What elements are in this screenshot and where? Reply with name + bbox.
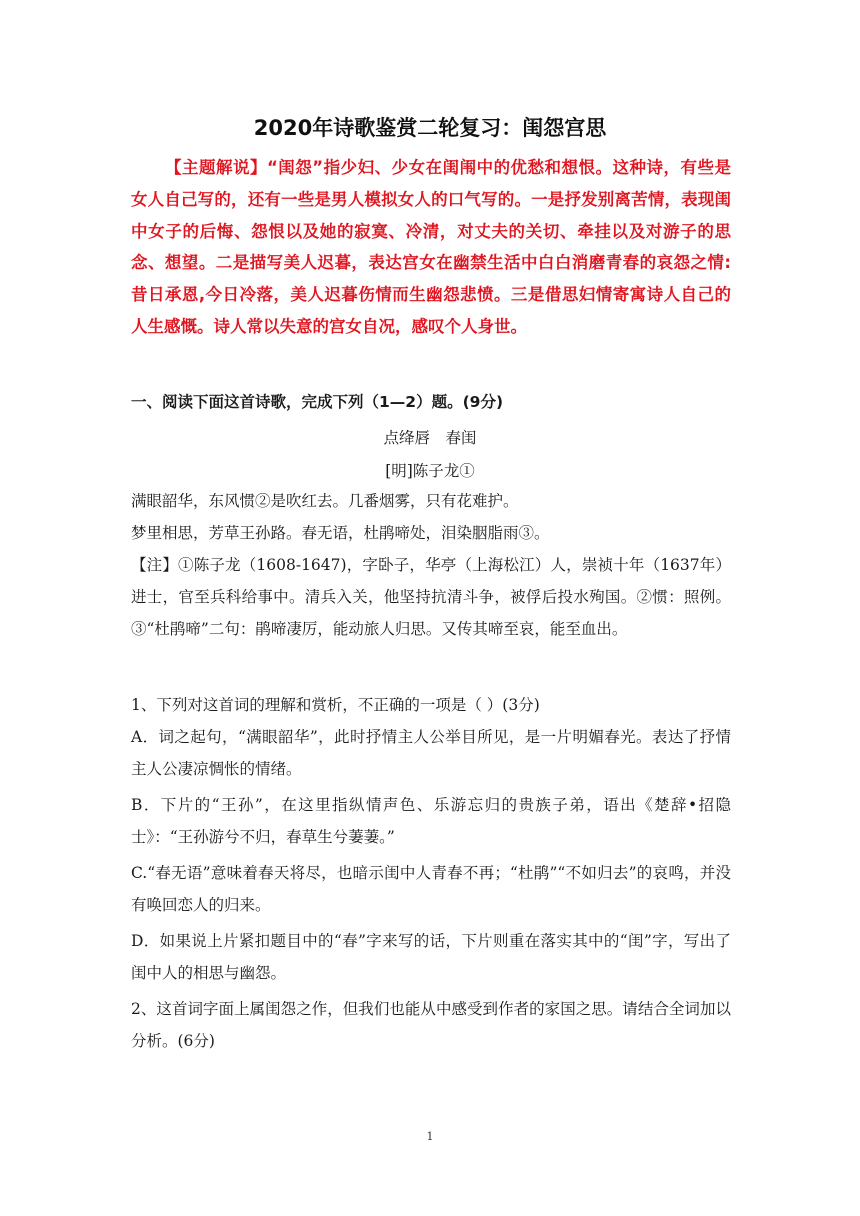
poem-title: 点绛唇 春闺 bbox=[383, 429, 477, 447]
theme-explanation: 【主题解说】“闺怨”指少妇、少女在闺闱中的优愁和想恨。这种诗，有些是女人自己写的，还有一些是男人模拟女人的口气写的。一是抒发别离苦情，表现闺中女子的后悔、怨恨以及她的寂寞、冷清，对丈夫的关切、牵挂以及对游子的思念、想望。二是描写美人迟暮，表达宫女在幽禁生活中白白消磨青春的哀怨之情:昔日承恩,今日冷落，美人迟暮伤情而生幽怨悲愤。三是借思妇情寄寓诗人自己的人生感慨。诗人常以失意的宫女自况，感叹个人身世。 bbox=[131, 158, 731, 336]
document-title: 2020年诗歌鉴赏二轮复习：闺怨宫思 bbox=[253, 116, 607, 140]
page-number: 1 bbox=[426, 1130, 434, 1143]
poem-note: 【注】①陈子龙（1608-1647)，字卧子，华亭（上海松江）人，崇祯十年（1637年）进士，官至兵科给事中。清兵入关，他坚持抗清斗争，被俘后投水殉国。②惯：照例。③“杜鹃啼”二句：鹃啼凄厉，能动旅人归思。又传其啼至哀，能至血出。 bbox=[131, 556, 731, 638]
question-2: 2、这首词字面上属闺怨之作，但我们也能从中感受到作者的家国之思。请结合全词加以分析。(6分) bbox=[131, 1000, 731, 1050]
option-a: A．词之起句，“满眼韶华”，此时抒情主人公举目所见，是一片明媚春光。表达了抒情主人公凄凉惆怅的情绪。 bbox=[131, 728, 731, 778]
poem-line-2: 梦里相思，芳草王孙路。春无语，杜鹃啼处，泪染胭脂雨③。 bbox=[131, 524, 550, 542]
poem-author: [明]陈子龙① bbox=[385, 462, 475, 480]
option-d: D．如果说上片紧扣题目中的“春”字来写的话，下片则重在落实其中的“闺”字，写出了闺中人的相思与幽怨。 bbox=[131, 932, 731, 982]
poem-line-1: 满眼韶华，东风惯②是吹红去。几番烟雾，只有花难护。 bbox=[131, 492, 519, 510]
section-heading: 一、阅读下面这首诗歌，完成下列（1—2）题。(9分) bbox=[131, 393, 504, 411]
question-1: 1、下列对这首词的理解和赏析，不正确的一项是（ ）(3分) bbox=[131, 696, 540, 714]
option-c: C.“春无语”意味着春天将尽，也暗示闺中人青春不再；“杜鹃”“不如归去”的哀鸣，并没有唤回恋人的归来。 bbox=[131, 864, 731, 914]
option-b: B．下片的“王孙”，在这里指纵情声色、乐游忘归的贵族子弟，语出《楚辞•招隐士》：“王孙游兮不归，春草生兮萋萋。” bbox=[131, 796, 731, 846]
